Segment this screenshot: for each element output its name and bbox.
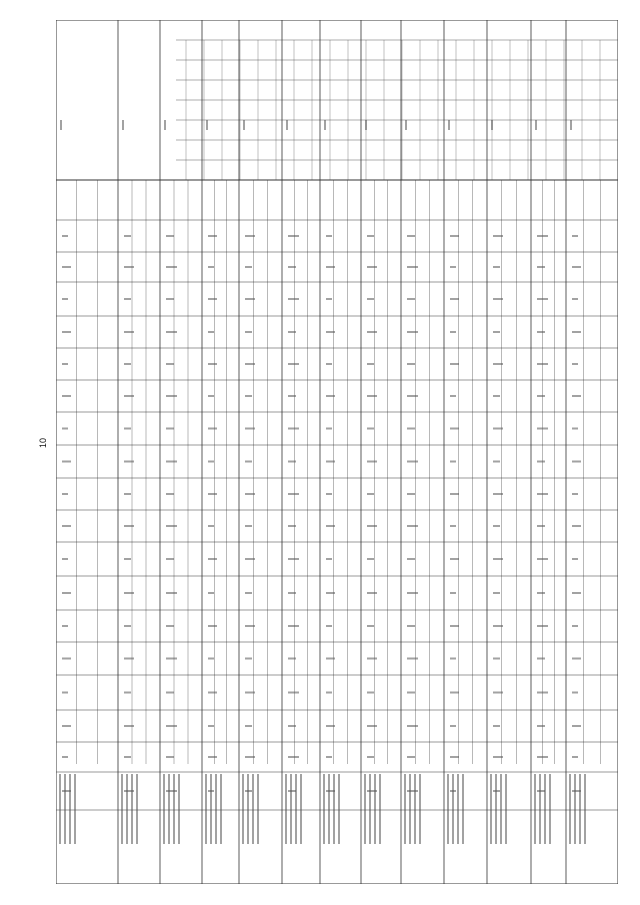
cell-mark (450, 461, 456, 463)
cell-mark (450, 658, 456, 660)
cell-mark (537, 235, 548, 237)
cell-mark (288, 428, 299, 430)
cell-mark (62, 558, 68, 560)
cell-mark (245, 461, 252, 463)
label-mark (569, 774, 571, 844)
rotated-data-table (56, 20, 618, 884)
cell-mark (407, 363, 415, 365)
label-mark (452, 774, 454, 844)
cell-mark (208, 493, 217, 495)
cell-mark (493, 461, 500, 463)
cell-mark (326, 756, 332, 758)
cell-mark (407, 658, 418, 660)
cell-mark (537, 558, 548, 560)
cell-mark (493, 235, 503, 237)
cell-mark (166, 692, 174, 694)
cell-mark (124, 235, 131, 237)
label-mark (173, 774, 175, 844)
cell-mark (572, 298, 578, 300)
cell-mark (124, 266, 134, 268)
cell-mark (208, 298, 217, 300)
cell-mark (367, 725, 377, 727)
cell-mark (407, 235, 415, 237)
label-mark (178, 774, 180, 844)
cell-mark (572, 692, 578, 694)
label-mark (404, 774, 406, 844)
cell-mark (288, 756, 299, 758)
label-mark (539, 774, 541, 844)
label-mark (126, 774, 128, 844)
cell-mark (288, 395, 296, 397)
cell-mark (62, 592, 71, 594)
cell-mark (288, 525, 296, 527)
cell-mark (62, 658, 71, 660)
cell-mark (245, 493, 255, 495)
cell-mark (450, 558, 459, 560)
cell-mark (288, 493, 299, 495)
cell-mark (450, 493, 459, 495)
cell-mark (367, 493, 374, 495)
label-mark (379, 774, 381, 844)
cell-mark (166, 266, 177, 268)
cell-mark (62, 395, 71, 397)
cell-mark (288, 692, 299, 694)
cell-mark (62, 266, 71, 268)
cell-mark (572, 428, 578, 430)
label-mark (369, 774, 371, 844)
cell-mark (245, 363, 255, 365)
cell-mark (166, 395, 177, 397)
page-number: 10 (38, 437, 48, 448)
cell-mark (208, 363, 217, 365)
cell-mark (124, 461, 134, 463)
label-mark (500, 774, 502, 844)
label-mark (544, 774, 546, 844)
cell-mark (407, 266, 418, 268)
cell-mark (367, 395, 377, 397)
cell-mark (62, 461, 71, 463)
cell-mark (450, 756, 459, 758)
cell-mark (245, 692, 255, 694)
cell-mark (493, 658, 500, 660)
label-mark (121, 774, 123, 844)
cell-mark (326, 525, 335, 527)
cell-mark (166, 363, 174, 365)
cell-mark (326, 692, 332, 694)
cell-mark (407, 790, 418, 792)
cell-mark (208, 725, 214, 727)
cell-mark (62, 725, 71, 727)
cell-mark (367, 525, 377, 527)
cell-mark (537, 298, 548, 300)
cell-mark (288, 266, 296, 268)
cell-mark (493, 725, 500, 727)
label-mark (168, 774, 170, 844)
label-mark (505, 774, 507, 844)
header-mark (286, 120, 288, 130)
cell-mark (367, 625, 374, 627)
cell-mark (166, 235, 174, 237)
cell-mark (407, 461, 418, 463)
cell-mark (245, 266, 252, 268)
label-mark (364, 774, 366, 844)
cell-mark (326, 725, 335, 727)
header-mark (491, 120, 493, 130)
cell-mark (450, 725, 456, 727)
cell-mark (124, 331, 134, 333)
cell-mark (537, 428, 548, 430)
cell-mark (124, 428, 131, 430)
cell-mark (572, 235, 578, 237)
cell-mark (367, 266, 377, 268)
label-mark (495, 774, 497, 844)
cell-mark (572, 266, 581, 268)
cell-mark (407, 525, 418, 527)
cell-mark (450, 298, 459, 300)
cell-mark (407, 592, 418, 594)
cell-mark (166, 790, 177, 792)
cell-mark (407, 725, 418, 727)
cell-mark (124, 298, 131, 300)
cell-mark (62, 331, 71, 333)
cell-mark (493, 395, 500, 397)
cell-mark (166, 592, 177, 594)
cell-mark (367, 235, 374, 237)
cell-mark (124, 363, 131, 365)
cell-mark (326, 625, 332, 627)
cell-mark (493, 266, 500, 268)
header-mark (122, 120, 124, 130)
cell-mark (166, 331, 177, 333)
cell-mark (288, 461, 296, 463)
cell-mark (326, 658, 335, 660)
label-mark (457, 774, 459, 844)
cell-mark (493, 756, 503, 758)
cell-mark (208, 461, 214, 463)
cell-mark (124, 725, 134, 727)
cell-mark (572, 525, 581, 527)
cell-mark (245, 428, 255, 430)
header-mark (448, 120, 450, 130)
cell-mark (208, 266, 214, 268)
cell-mark (124, 692, 131, 694)
cell-mark (208, 395, 214, 397)
cell-mark (208, 756, 217, 758)
cell-mark (572, 625, 578, 627)
cell-mark (288, 592, 296, 594)
cell-mark (407, 756, 415, 758)
cell-mark (245, 625, 255, 627)
label-mark (247, 774, 249, 844)
header-mark (324, 120, 326, 130)
cell-mark (62, 235, 68, 237)
cell-mark (208, 625, 217, 627)
cell-mark (245, 725, 252, 727)
cell-mark (245, 331, 252, 333)
label-mark (333, 774, 335, 844)
cell-mark (537, 493, 548, 495)
label-mark (252, 774, 254, 844)
cell-mark (326, 461, 335, 463)
cell-mark (367, 428, 374, 430)
cell-mark (407, 428, 415, 430)
cell-mark (166, 658, 177, 660)
cell-mark (124, 395, 134, 397)
cell-mark (288, 331, 296, 333)
cell-mark (407, 558, 415, 560)
cell-mark (367, 558, 374, 560)
cell-mark (326, 558, 332, 560)
cell-mark (326, 493, 332, 495)
label-mark (136, 774, 138, 844)
cell-mark (407, 395, 418, 397)
label-mark (534, 774, 536, 844)
label-mark (374, 774, 376, 844)
cell-mark (208, 428, 217, 430)
header-mark (570, 120, 572, 130)
cell-mark (288, 658, 296, 660)
cell-mark (326, 266, 335, 268)
label-mark (574, 774, 576, 844)
label-mark (257, 774, 259, 844)
label-mark (328, 774, 330, 844)
cell-mark (450, 235, 459, 237)
cell-mark (367, 756, 374, 758)
cell-mark (288, 298, 299, 300)
cell-mark (493, 363, 503, 365)
cell-mark (572, 725, 581, 727)
label-mark (74, 774, 76, 844)
cell-mark (62, 756, 68, 758)
label-mark (285, 774, 287, 844)
cell-mark (62, 363, 68, 365)
cell-mark (326, 363, 332, 365)
cell-mark (326, 592, 335, 594)
cell-mark (572, 592, 581, 594)
cell-mark (367, 298, 374, 300)
cell-mark (537, 461, 545, 463)
label-mark (300, 774, 302, 844)
cell-mark (572, 558, 578, 560)
label-mark (447, 774, 449, 844)
cell-mark (367, 658, 377, 660)
cell-mark (208, 525, 214, 527)
label-mark (163, 774, 165, 844)
cell-mark (245, 525, 252, 527)
cell-mark (326, 428, 332, 430)
label-mark (579, 774, 581, 844)
label-mark (414, 774, 416, 844)
cell-mark (124, 525, 134, 527)
cell-mark (367, 461, 377, 463)
cell-mark (166, 298, 174, 300)
cell-mark (450, 363, 459, 365)
cell-mark (124, 558, 131, 560)
label-mark (462, 774, 464, 844)
label-mark (338, 774, 340, 844)
cell-mark (493, 558, 503, 560)
cell-mark (572, 461, 581, 463)
cell-mark (450, 428, 459, 430)
cell-mark (367, 692, 374, 694)
label-mark (242, 774, 244, 844)
label-mark (69, 774, 71, 844)
cell-mark (208, 658, 214, 660)
cell-mark (208, 331, 214, 333)
label-mark (290, 774, 292, 844)
header-mark (535, 120, 537, 130)
cell-mark (450, 625, 459, 627)
cell-mark (124, 756, 131, 758)
cell-mark (208, 592, 214, 594)
cell-mark (124, 625, 131, 627)
cell-mark (62, 525, 71, 527)
cell-mark (288, 625, 299, 627)
cell-mark (124, 658, 134, 660)
cell-mark (493, 298, 503, 300)
label-mark (131, 774, 133, 844)
cell-mark (537, 266, 545, 268)
cell-mark (124, 493, 131, 495)
cell-mark (166, 493, 174, 495)
cell-mark (245, 298, 255, 300)
cell-mark (367, 592, 377, 594)
cell-mark (326, 235, 332, 237)
header-mark (206, 120, 208, 130)
cell-mark (537, 625, 548, 627)
cell-mark (450, 331, 456, 333)
cell-mark (537, 756, 548, 758)
cell-mark (572, 363, 578, 365)
label-mark (549, 774, 551, 844)
cell-mark (62, 692, 68, 694)
cell-mark (245, 756, 255, 758)
label-mark (210, 774, 212, 844)
cell-mark (407, 692, 415, 694)
cell-mark (572, 493, 578, 495)
label-mark (323, 774, 325, 844)
label-mark (490, 774, 492, 844)
cell-mark (493, 493, 503, 495)
cell-mark (62, 493, 68, 495)
cell-mark (537, 692, 548, 694)
cell-mark (450, 525, 456, 527)
cell-mark (166, 428, 174, 430)
cell-mark (288, 725, 296, 727)
cell-mark (407, 298, 415, 300)
cell-mark (450, 692, 459, 694)
cell-mark (493, 525, 500, 527)
cell-mark (493, 692, 503, 694)
cell-mark (537, 395, 545, 397)
cell-mark (572, 395, 581, 397)
cell-mark (245, 658, 252, 660)
header-mark (243, 120, 245, 130)
label-mark (419, 774, 421, 844)
cell-mark (208, 558, 217, 560)
cell-mark (62, 625, 68, 627)
cell-mark (62, 298, 68, 300)
cell-mark (537, 725, 545, 727)
cell-mark (572, 331, 581, 333)
label-mark (409, 774, 411, 844)
cell-mark (537, 658, 545, 660)
cell-mark (326, 331, 335, 333)
label-mark (205, 774, 207, 844)
cell-mark (572, 756, 578, 758)
cell-mark (493, 428, 503, 430)
label-mark (584, 774, 586, 844)
cell-mark (493, 592, 500, 594)
cell-mark (493, 331, 500, 333)
label-mark (59, 774, 61, 844)
cell-mark (407, 625, 415, 627)
cell-mark (407, 331, 418, 333)
cell-mark (288, 558, 299, 560)
cell-mark (407, 493, 415, 495)
cell-mark (367, 363, 374, 365)
header-mark (405, 120, 407, 130)
cell-mark (537, 592, 545, 594)
cell-mark (62, 428, 68, 430)
cell-mark (450, 592, 456, 594)
cell-mark (166, 625, 174, 627)
label-mark (220, 774, 222, 844)
cell-mark (537, 363, 548, 365)
table-grid (56, 20, 618, 884)
cell-mark (208, 692, 217, 694)
cell-mark (537, 331, 545, 333)
cell-mark (166, 525, 177, 527)
cell-mark (288, 235, 299, 237)
cell-mark (124, 592, 134, 594)
cell-mark (245, 592, 252, 594)
cell-mark (208, 235, 217, 237)
header-mark (60, 120, 62, 130)
cell-mark (245, 235, 255, 237)
cell-mark (572, 658, 581, 660)
label-mark (215, 774, 217, 844)
cell-mark (245, 558, 255, 560)
cell-mark (166, 725, 177, 727)
header-mark (365, 120, 367, 130)
label-mark (64, 774, 66, 844)
cell-mark (493, 625, 503, 627)
cell-mark (537, 525, 545, 527)
cell-mark (450, 266, 456, 268)
cell-mark (166, 461, 177, 463)
cell-mark (367, 331, 377, 333)
cell-mark (326, 395, 335, 397)
cell-mark (166, 756, 174, 758)
cell-mark (288, 363, 299, 365)
label-mark (295, 774, 297, 844)
cell-mark (245, 395, 252, 397)
cell-mark (450, 395, 456, 397)
cell-mark (326, 298, 332, 300)
cell-mark (166, 558, 174, 560)
header-mark (164, 120, 166, 130)
